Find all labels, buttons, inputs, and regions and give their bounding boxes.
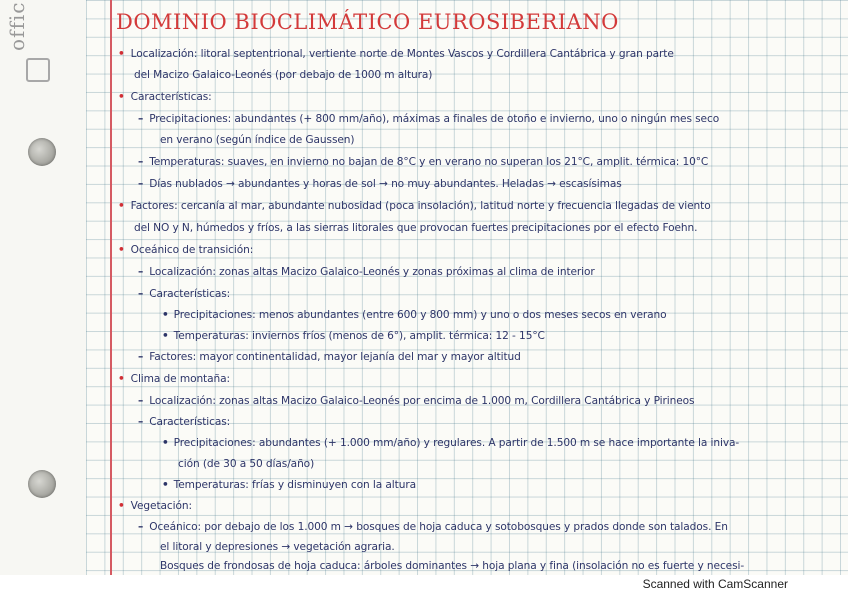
punch-hole-icon: [28, 138, 56, 166]
dash-marker: –: [138, 156, 144, 168]
dash-marker: –: [138, 521, 144, 533]
note-text: Factores: mayor continentalidad, mayor lejanía del mar y mayor altitud: [149, 351, 521, 363]
note-line: [118, 45, 674, 63]
note-text: Localización: litoral septentrional, vertiente norte de Montes Vascos y Cordillera Cantábrica y gran parte: [130, 48, 674, 60]
dash-marker: –: [138, 395, 144, 407]
note-line: [118, 370, 230, 388]
note-line: [138, 175, 622, 193]
brand-icon: [26, 58, 50, 82]
dash-marker: –: [138, 266, 144, 278]
note-text: Bosques de frondosas de hoja caduca: árboles dominantes → hoja plana y fina (insolación no es fuerte y necesi-: [160, 560, 745, 572]
binder-margin: [0, 0, 87, 575]
note-line: [160, 538, 395, 556]
note-line: [138, 413, 230, 431]
bullet-marker: •: [118, 48, 125, 60]
note-text: Factores: cercanía al mar, abundante nubosidad (poca insolación), latitud norte y frecuencia llegadas de viento: [130, 200, 711, 212]
note-text: Características:: [130, 91, 212, 103]
note-line: [118, 497, 192, 515]
note-text: Temperaturas: inviernos fríos (menos de 6°), amplit. térmica: 12 - 15°C: [173, 330, 545, 342]
note-text: Precipitaciones: abundantes (+ 800 mm/año), máximas a finales de otoño e invierno, uno o ningún mes seco: [149, 113, 720, 125]
note-line: [138, 263, 595, 281]
note-line: [118, 197, 711, 215]
note-line: [138, 153, 708, 171]
note-line: [162, 476, 416, 494]
sub-bullet-marker: •: [162, 330, 169, 342]
note-text: Precipitaciones: abundantes (+ 1.000 mm/año) y regulares. A partir de 1.500 m se hace importante la iniva-: [173, 437, 740, 449]
note-text: del NO y N, húmedos y fríos, a las sierras litorales que provocan fuertes precipitaciones por el efecto Foehn.: [134, 222, 698, 234]
note-text: Localización: zonas altas Macizo Galaico-Leonés y zonas próximas al clima de interior: [149, 266, 595, 278]
note-line: [162, 306, 667, 324]
note-line: [162, 434, 739, 452]
sub-bullet-marker: •: [162, 479, 169, 491]
brand-logo: [0, 1, 42, 64]
note-line: [118, 88, 212, 106]
note-text: Características:: [149, 288, 231, 300]
note-line: [160, 557, 744, 575]
note-text: Clima de montaña:: [130, 373, 230, 385]
dash-marker: –: [138, 113, 144, 125]
note-line: [134, 66, 432, 84]
note-text: Vegetación:: [130, 500, 192, 512]
dash-marker: –: [138, 351, 144, 363]
sub-bullet-marker: •: [162, 437, 169, 449]
note-text: Localización: zonas altas Macizo Galaico-Leonés por encima de 1.000 m, Cordillera Cantábrica y Pirineos: [149, 395, 695, 407]
bullet-marker: •: [118, 91, 125, 103]
note-text: Temperaturas: suaves, en invierno no bajan de 8°C y en verano no superan los 21°C, amplit. térmica: 10°C: [149, 156, 709, 168]
note-line: [138, 110, 719, 128]
punch-hole-icon: [28, 470, 56, 498]
dash-marker: –: [138, 288, 144, 300]
note-text: del Macizo Galaico-Leonés (por debajo de 1000 m altura): [134, 69, 433, 81]
note-text: Temperaturas: frías y disminuyen con la altura: [173, 479, 416, 491]
note-line: [138, 285, 230, 303]
dash-marker: –: [138, 178, 144, 190]
note-text: ción (de 30 a 50 días/año): [178, 458, 315, 470]
note-line: [118, 241, 253, 259]
note-line: [138, 518, 728, 536]
note-text: el litoral y depresiones → vegetación agraria.: [160, 541, 395, 553]
note-line: [178, 455, 314, 473]
dash-marker: –: [138, 416, 144, 428]
note-text: en verano (según índice de Gaussen): [160, 134, 355, 146]
note-line: [138, 348, 521, 366]
sub-bullet-marker: •: [162, 309, 169, 321]
bullet-marker: •: [118, 200, 125, 212]
bullet-marker: •: [118, 244, 125, 256]
note-text: Oceánico de transición:: [130, 244, 254, 256]
note-text: Precipitaciones: menos abundantes (entre 600 y 800 mm) y uno o dos meses secos en verano: [173, 309, 667, 321]
note-line: [134, 219, 697, 237]
note-line: [162, 327, 545, 345]
brand-text: offic: [5, 1, 29, 51]
note-text: Días nublados → abundantes y horas de sol → no muy abundantes. Heladas → escasísimas: [149, 178, 622, 190]
scanner-watermark: Scanned with CamScanner: [642, 577, 788, 591]
note-line: [138, 392, 694, 410]
note-line: [160, 131, 354, 149]
bullet-marker: •: [118, 500, 125, 512]
bullet-marker: •: [118, 373, 125, 385]
margin-line: [110, 0, 112, 575]
page-title: DOMINIO BIOCLIMÁTICO EUROSIBERIANO: [116, 10, 619, 34]
note-text: Oceánico: por debajo de los 1.000 m → bosques de hoja caduca y sotobosques y prados donde son talados. En: [149, 521, 728, 533]
note-text: Características:: [149, 416, 231, 428]
